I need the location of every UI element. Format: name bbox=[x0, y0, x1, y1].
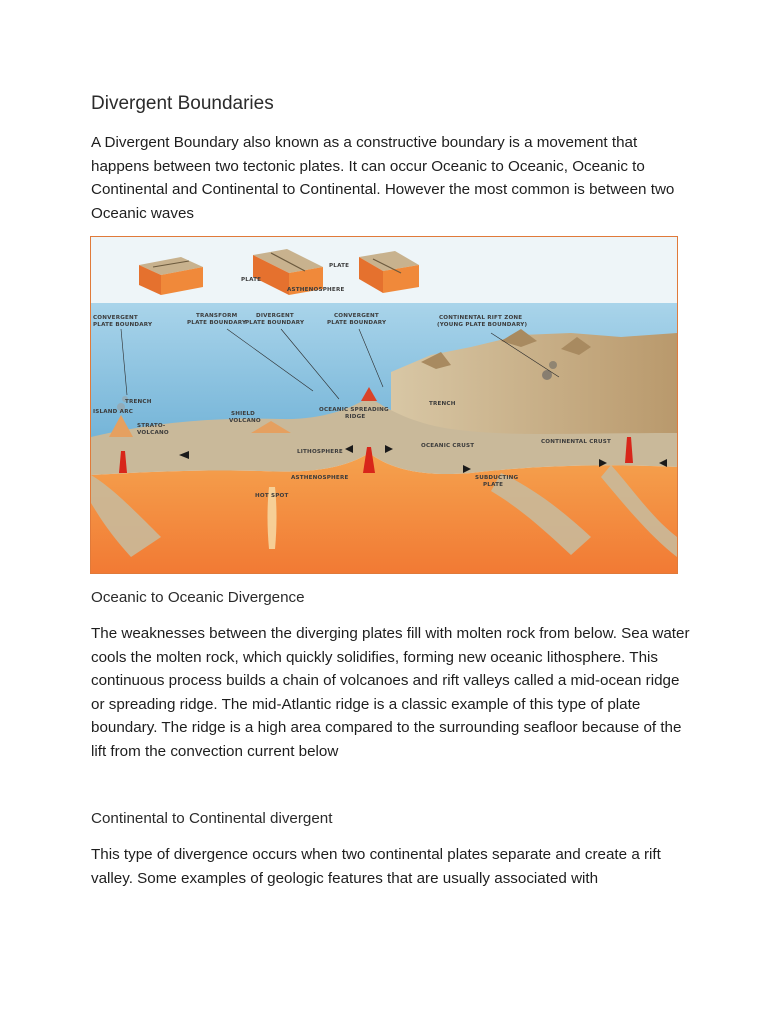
svg-text:TRANSFORM: TRANSFORM bbox=[196, 313, 238, 319]
plate-boundaries-diagram bbox=[90, 236, 678, 574]
svg-text:OCEANIC SPREADING: OCEANIC SPREADING bbox=[319, 407, 389, 413]
svg-text:RIDGE: RIDGE bbox=[345, 414, 366, 420]
svg-text:PLATE BOUNDARY: PLATE BOUNDARY bbox=[327, 320, 387, 326]
svg-text:ASTHENOSPHERE: ASTHENOSPHERE bbox=[287, 287, 345, 293]
svg-text:CONVERGENT: CONVERGENT bbox=[93, 315, 138, 321]
svg-text:ASTHENOSPHERE: ASTHENOSPHERE bbox=[291, 475, 349, 481]
section-body-continental: This type of divergence occurs when two continental plates separate and create a rift valley. Some examples of geologic features that are usually associated with bbox=[91, 846, 661, 887]
svg-text:TRENCH: TRENCH bbox=[125, 399, 152, 405]
intro-paragraph: A Divergent Boundary also known as a constructive boundary is a movement that happens between two tectonic plates. It can occur Oceanic to Oceanic, Oceanic to Continental and Continental to Continental. However the most common is between two Oceanic waves bbox=[91, 134, 675, 222]
svg-text:SUBDUCTING: SUBDUCTING bbox=[475, 475, 519, 481]
svg-text:CONVERGENT: CONVERGENT bbox=[334, 313, 379, 319]
svg-text:PLATE BOUNDARY: PLATE BOUNDARY bbox=[93, 322, 153, 328]
svg-text:SHIELD: SHIELD bbox=[231, 411, 256, 417]
svg-text:CONTINENTAL RIFT ZONE: CONTINENTAL RIFT ZONE bbox=[439, 315, 523, 321]
svg-text:PLATE BOUNDARY: PLATE BOUNDARY bbox=[187, 320, 247, 326]
section-body-oceanic: The weaknesses between the diverging plates fill with molten rock from below. Sea water cools the molten rock, which quickly solidifies, forming new oceanic lithosphere. This continuous process builds a chain of volcanoes and rift valleys called a mid-ocean ridge or spreading ridge. The mid-Atlantic ridge is a classic example of this type of plate boundary. The ridge is a high area compared to the surrounding seafloor because of the lift from the convection current below bbox=[91, 625, 690, 760]
svg-text:PLATE: PLATE bbox=[241, 277, 262, 283]
svg-text:HOT SPOT: HOT SPOT bbox=[255, 493, 289, 499]
section-heading-oceanic: Oceanic to Oceanic Divergence bbox=[91, 589, 305, 606]
svg-text:PLATE: PLATE bbox=[483, 482, 504, 488]
svg-text:(YOUNG PLATE BOUNDARY): (YOUNG PLATE BOUNDARY) bbox=[437, 322, 528, 328]
svg-text:VOLCANO: VOLCANO bbox=[137, 430, 169, 436]
section-heading-continental: Continental to Continental divergent bbox=[91, 810, 333, 827]
svg-text:PLATE BOUNDARY: PLATE BOUNDARY bbox=[245, 320, 305, 326]
svg-text:STRATO-: STRATO- bbox=[137, 423, 166, 429]
svg-text:TRENCH: TRENCH bbox=[429, 401, 456, 407]
svg-text:OCEANIC CRUST: OCEANIC CRUST bbox=[421, 443, 475, 449]
svg-text:PLATE: PLATE bbox=[329, 263, 350, 269]
svg-text:LITHOSPHERE: LITHOSPHERE bbox=[297, 449, 343, 455]
svg-text:ISLAND ARC: ISLAND ARC bbox=[93, 409, 134, 415]
svg-text:CONTINENTAL CRUST: CONTINENTAL CRUST bbox=[541, 439, 612, 445]
svg-text:VOLCANO: VOLCANO bbox=[229, 418, 261, 424]
page-title: Divergent Boundaries bbox=[91, 93, 274, 114]
svg-text:DIVERGENT: DIVERGENT bbox=[256, 313, 294, 319]
